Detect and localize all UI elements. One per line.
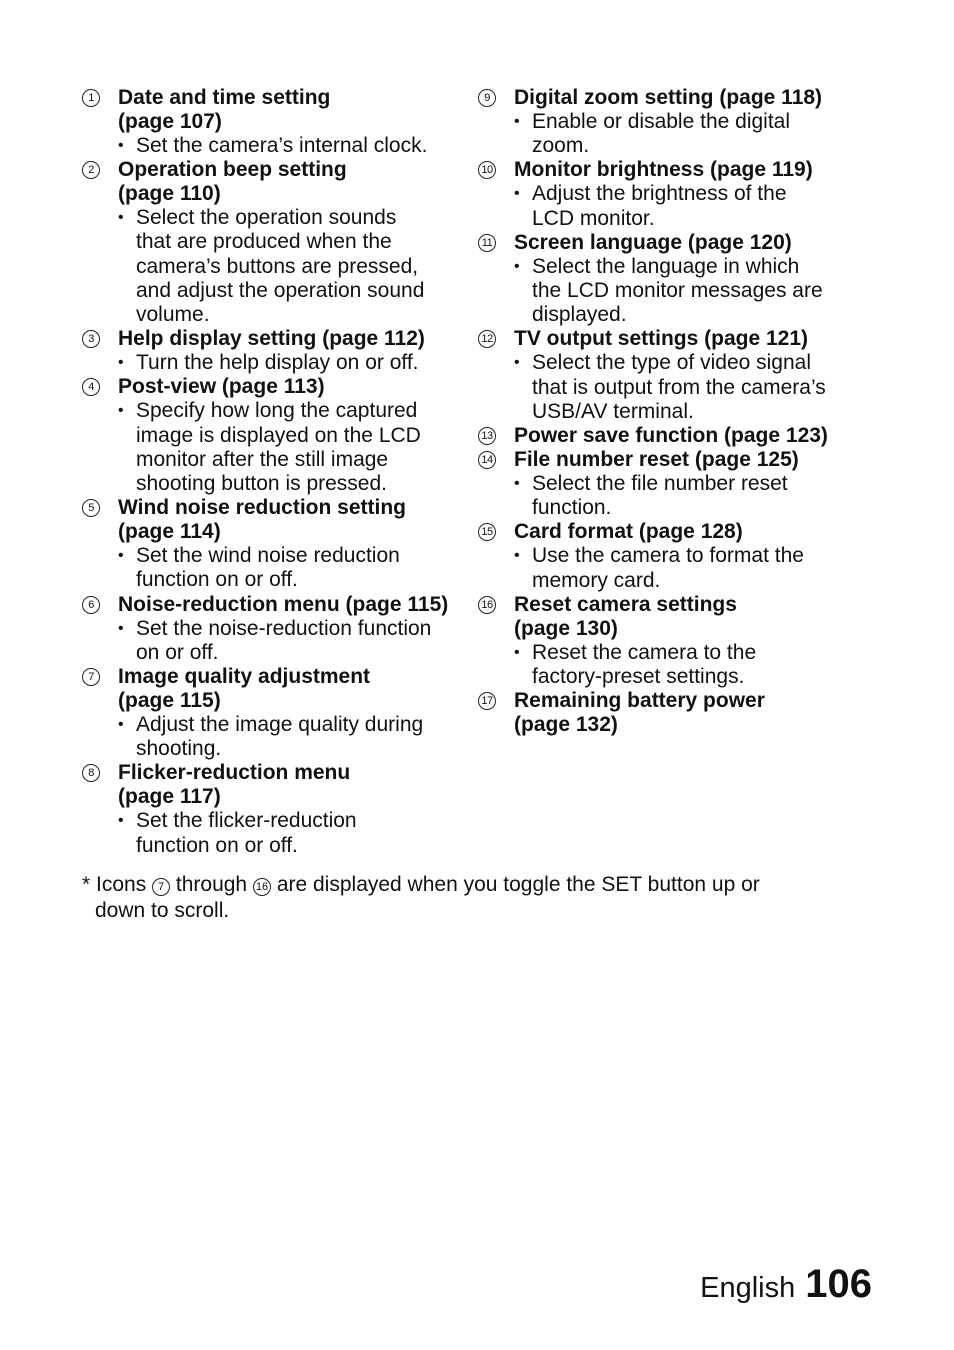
item-title	[118, 761, 462, 809]
item-title-line: Noise-reduction menu (page 115)	[118, 592, 449, 616]
bullet-line: memory card.	[532, 568, 661, 592]
bullet-point	[514, 255, 858, 328]
circled-number-icon: 11	[478, 234, 496, 252]
bullet-line: function.	[532, 496, 612, 520]
bullet-line: image is displayed on the LCD	[136, 423, 421, 447]
item-description	[118, 713, 462, 761]
item-title-line: Date and time setting	[118, 86, 331, 109]
circled-number-icon: 5	[82, 499, 100, 517]
item-description	[118, 134, 462, 158]
bullet-line: • Use the camera to format the	[532, 544, 804, 568]
item-title-line: Operation beep setting	[118, 158, 347, 182]
item-title-line: (page 132)	[514, 713, 618, 737]
item-title	[118, 496, 462, 544]
item-title	[514, 424, 858, 448]
circled-number-icon: 13	[478, 427, 496, 445]
bullet-line: function on or off.	[136, 568, 298, 592]
menu-item	[478, 448, 858, 520]
menu-item	[478, 520, 858, 592]
bullet-line: LCD monitor.	[532, 206, 655, 230]
footnote-middle: through	[175, 873, 248, 896]
item-title	[514, 520, 858, 544]
item-title-line: (page 117)	[118, 785, 221, 809]
bullet-line: that are produced when the	[136, 230, 392, 254]
item-title	[514, 448, 858, 472]
item-description	[514, 641, 858, 689]
circled-number-icon: 17	[478, 692, 496, 710]
bullet-point	[118, 206, 462, 327]
item-title-line: Reset camera settings	[514, 592, 737, 616]
item-title	[118, 665, 462, 713]
footnote-line2: down to scroll.	[95, 898, 230, 922]
bullet-point	[118, 399, 462, 496]
item-title	[118, 86, 462, 134]
bullet-line: • Set the noise-reduction function	[136, 616, 432, 640]
menu-item	[478, 86, 858, 158]
item-title	[118, 375, 462, 399]
item-description	[118, 809, 462, 857]
item-description	[514, 351, 858, 424]
item-description	[118, 206, 462, 327]
circled-number-icon: 9	[478, 89, 496, 107]
item-title-line: (page 107)	[118, 110, 222, 133]
circled-number-icon: 4	[82, 378, 100, 396]
bullet-line: • Reset the camera to the	[532, 640, 757, 664]
footnote-suffix: are displayed when you toggle the SET button up or	[276, 873, 760, 896]
bullet-line: that is output from the camera’s	[532, 375, 826, 399]
circled-number-icon: 1	[82, 89, 100, 107]
bullet-line: • Set the wind noise reduction	[136, 544, 400, 568]
menu-item	[478, 231, 858, 328]
page-number: 106	[805, 1262, 872, 1306]
item-description	[514, 255, 858, 328]
bullet-line: shooting.	[136, 737, 222, 761]
item-title-line: Digital zoom setting (page 118)	[514, 86, 823, 109]
menu-item	[478, 327, 858, 424]
bullet-line: USB/AV terminal.	[532, 399, 694, 423]
item-description	[118, 544, 462, 592]
bullet-point	[118, 351, 462, 375]
item-title-line: (page 110)	[118, 182, 221, 206]
circled-number-icon: 15	[478, 523, 496, 541]
bullet-line: • Select the file number reset	[532, 472, 788, 496]
bullet-line: • Specify how long the captured	[136, 399, 418, 423]
item-title-line: Post-view (page 113)	[118, 375, 325, 399]
bullet-point	[118, 617, 462, 665]
item-title	[118, 158, 462, 206]
bullet-point	[514, 544, 858, 592]
item-title-line: Remaining battery power	[514, 689, 765, 713]
item-description	[514, 110, 858, 158]
item-title	[514, 158, 858, 182]
page-language: English	[700, 1272, 796, 1304]
bullet-line: function on or off.	[136, 833, 298, 857]
item-title	[514, 593, 858, 641]
circled-number-icon: 6	[82, 596, 100, 614]
item-title	[514, 327, 858, 351]
bullet-line: • Enable or disable the digital	[532, 110, 791, 133]
bullet-line: • Turn the help display on or off.	[136, 351, 419, 375]
bullet-point	[118, 544, 462, 592]
item-title-line: (page 114)	[118, 520, 221, 544]
menu-item	[82, 375, 462, 496]
bullet-line: displayed.	[532, 303, 627, 327]
item-description	[514, 182, 858, 230]
bullet-line: the LCD monitor messages are	[532, 279, 823, 303]
circled-number-icon: 12	[478, 330, 496, 348]
item-title-line: Monitor brightness (page 119)	[514, 158, 813, 182]
menu-item	[478, 424, 858, 448]
circled-number-icon: 10	[478, 161, 496, 179]
bullet-point	[118, 809, 462, 857]
bullet-line: shooting button is pressed.	[136, 472, 387, 496]
bullet-line: volume.	[136, 303, 210, 327]
circled-number-icon: 16	[253, 878, 271, 896]
menu-item	[82, 665, 462, 761]
item-description	[514, 472, 858, 520]
item-title	[514, 689, 858, 737]
item-title-line: Wind noise reduction setting	[118, 496, 406, 520]
item-description	[514, 544, 858, 592]
menu-item	[82, 86, 462, 158]
bullet-line: camera’s buttons are pressed,	[136, 254, 419, 278]
item-title	[118, 593, 462, 617]
bullet-point	[514, 182, 858, 230]
item-title-line: Power save function (page 123)	[514, 424, 828, 448]
bullet-point	[118, 713, 462, 761]
item-title-line: Card format (page 128)	[514, 520, 743, 544]
menu-item	[82, 593, 462, 665]
bullet-line: • Select the operation sounds	[136, 206, 397, 230]
item-title-line: Flicker-reduction menu	[118, 761, 351, 785]
bullet-point	[514, 110, 858, 158]
bullet-point	[514, 351, 858, 424]
bullet-line: • Adjust the image quality during	[136, 713, 424, 737]
menu-item	[82, 761, 462, 857]
item-title	[514, 86, 858, 110]
item-title	[514, 231, 858, 255]
menu-item	[478, 593, 858, 689]
item-title-line: TV output settings (page 121)	[514, 327, 809, 351]
item-description	[118, 351, 462, 375]
bullet-line: • Select the type of video signal	[532, 351, 812, 375]
item-title-line: Help display setting (page 112)	[118, 327, 425, 351]
circled-number-icon: 7	[152, 878, 170, 896]
bullet-line: • Set the camera’s internal clock.	[136, 134, 428, 157]
circled-number-icon: 14	[478, 451, 496, 469]
menu-item	[82, 158, 462, 327]
circled-number-icon: 7	[82, 668, 100, 686]
item-description	[118, 617, 462, 665]
menu-item	[478, 158, 858, 230]
item-title-line: (page 130)	[514, 616, 618, 640]
footnote	[82, 872, 842, 923]
bullet-line: • Select the language in which	[532, 254, 800, 278]
circled-number-icon: 8	[82, 764, 100, 782]
item-title	[118, 327, 462, 351]
menu-item	[478, 689, 858, 737]
item-title-line: File number reset (page 125)	[514, 448, 799, 472]
bullet-line: factory-preset settings.	[532, 665, 745, 689]
item-title-line: Image quality adjustment	[118, 665, 371, 689]
circled-number-icon: 16	[478, 596, 496, 614]
bullet-line: • Set the flicker-reduction	[136, 809, 357, 833]
footnote-prefix: * Icons	[82, 873, 147, 896]
circled-number-icon: 2	[82, 161, 100, 179]
item-title-line: Screen language (page 120)	[514, 230, 792, 254]
right-column	[478, 86, 858, 737]
bullet-line: on or off.	[136, 640, 219, 664]
bullet-line: zoom.	[532, 134, 590, 158]
item-title-line: (page 115)	[118, 689, 221, 713]
menu-item	[82, 496, 462, 592]
bullet-point	[514, 472, 858, 520]
bullet-line: • Adjust the brightness of the	[532, 182, 787, 206]
bullet-line: monitor after the still image	[136, 447, 389, 471]
bullet-point	[118, 134, 462, 158]
page-footer	[700, 1262, 872, 1307]
circled-number-icon: 3	[82, 330, 100, 348]
item-description	[118, 399, 462, 496]
bullet-line: and adjust the operation sound	[136, 278, 425, 302]
menu-item	[82, 327, 462, 375]
left-column	[82, 86, 462, 858]
bullet-point	[514, 641, 858, 689]
